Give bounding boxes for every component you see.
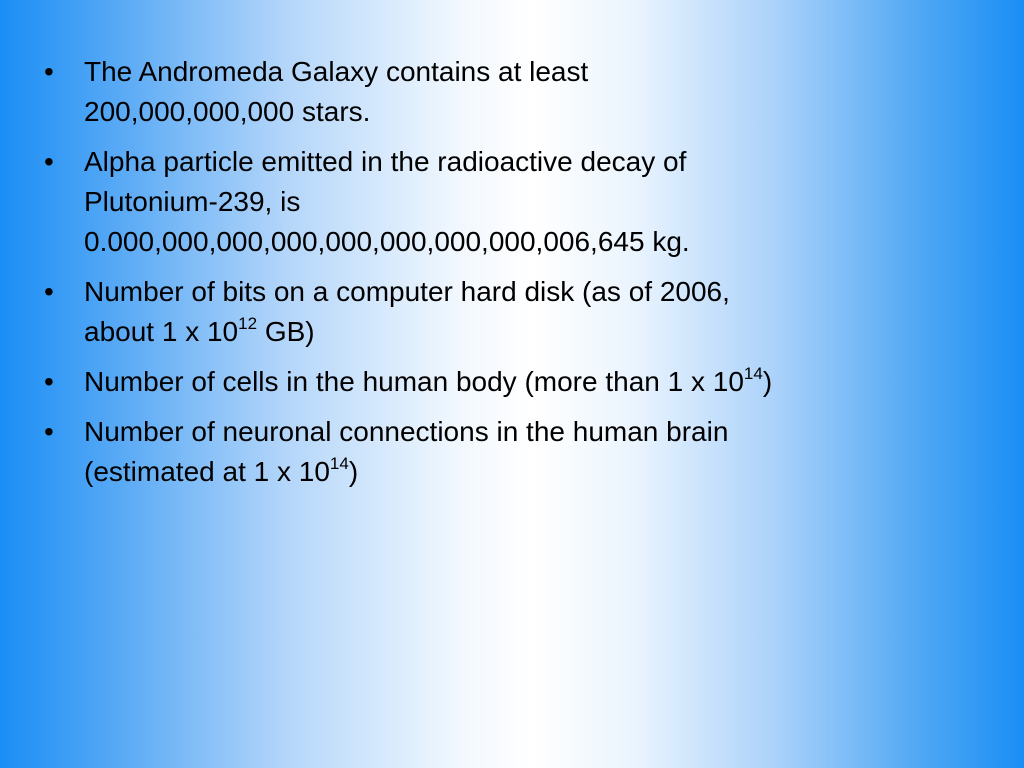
bullet-item-neuronal-connections	[44, 412, 944, 492]
bullet-text	[84, 142, 884, 262]
bullet-icon: •	[44, 366, 54, 397]
text-line: 200,000,000,000 stars.	[84, 96, 371, 127]
text-line	[84, 362, 884, 402]
exponent: 14	[329, 453, 349, 473]
text-line: The Andromeda Galaxy contains at least	[84, 56, 589, 87]
bullet-text	[84, 272, 884, 352]
text-line: Number of neuronal connections in the human brain	[84, 416, 729, 447]
text-segment: Number of cells in the human body (more than 1 x 10	[84, 366, 744, 397]
bullet-item-alpha-particle	[44, 142, 944, 262]
bullet-list	[44, 52, 944, 502]
bullet-icon: •	[44, 416, 54, 447]
bullet-icon: •	[44, 56, 54, 87]
text-line: 0.000,000,000,000,000,000,000,000,006,645 kg.	[84, 226, 690, 257]
text-segment: about 1 x 10	[84, 316, 239, 347]
text-line: Plutonium-239, is	[84, 186, 301, 217]
exponent: 14	[743, 363, 763, 383]
text-line	[84, 452, 884, 492]
bullet-icon: •	[44, 276, 54, 307]
bullet-icon: •	[44, 146, 54, 177]
text-line: Number of bits on a computer hard disk (as of 2006,	[84, 276, 730, 307]
bullet-text	[84, 52, 884, 132]
bullet-item-hard-disk	[44, 272, 944, 352]
text-segment: GB)	[257, 316, 315, 347]
text-line: Alpha particle emitted in the radioactive decay of	[84, 146, 687, 177]
bullet-text	[84, 412, 884, 492]
text-segment: )	[762, 366, 773, 397]
exponent: 12	[238, 313, 258, 333]
bullet-text	[84, 362, 884, 402]
text-segment: (estimated at 1 x 10	[84, 456, 330, 487]
text-line	[84, 312, 884, 352]
bullet-item-andromeda	[44, 52, 944, 132]
text-segment: )	[348, 456, 359, 487]
bullet-item-human-cells	[44, 362, 944, 402]
